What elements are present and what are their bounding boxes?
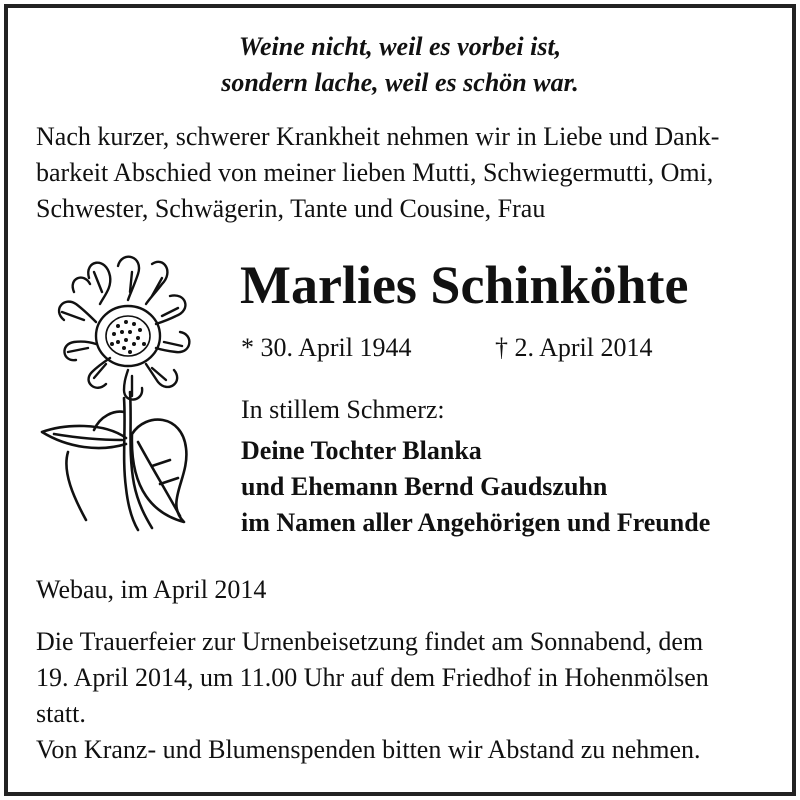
mourners-intro: In stillem Schmerz: xyxy=(241,395,445,424)
motto-line-2: sondern lache, weil es schön war. xyxy=(221,68,579,97)
intro-line-3: Schwester, Schwägerin, Tante und Cousine, Frau xyxy=(36,194,546,223)
service-line-4: Von Kranz- und Blumenspenden bitten wir Abstand zu nehmen. xyxy=(36,735,701,764)
place-date: Webau, im April 2014 xyxy=(36,575,267,604)
deceased-name: Marlies Schinköhte xyxy=(240,255,689,315)
mourner-line-2: und Ehemann Bernd Gaudszuhn xyxy=(241,472,608,501)
service-line-1: Die Trauerfeier zur Urnenbeisetzung findet am Sonnabend, dem xyxy=(36,627,704,656)
birth-date: * 30. April 1944 xyxy=(241,333,412,362)
death-date: † 2. April 2014 xyxy=(495,333,653,362)
motto-line-1: Weine nicht, weil es vorbei ist, xyxy=(238,32,562,61)
mourner-line-3: im Namen aller Angehörigen und Freunde xyxy=(241,508,711,537)
intro-line-2: barkeit Abschied von meiner lieben Mutti, Schwiegermutti, Omi, xyxy=(36,158,714,187)
service-line-2: 19. April 2014, um 11.00 Uhr auf dem Friedhof in Hohenmölsen xyxy=(36,663,709,692)
service-line-3: statt. xyxy=(36,699,86,728)
intro-line-1: Nach kurzer, schwerer Krankheit nehmen wir in Liebe und Dank- xyxy=(36,122,720,151)
sunflower-icon xyxy=(34,252,224,534)
mourner-line-1: Deine Tochter Blanka xyxy=(241,436,482,465)
